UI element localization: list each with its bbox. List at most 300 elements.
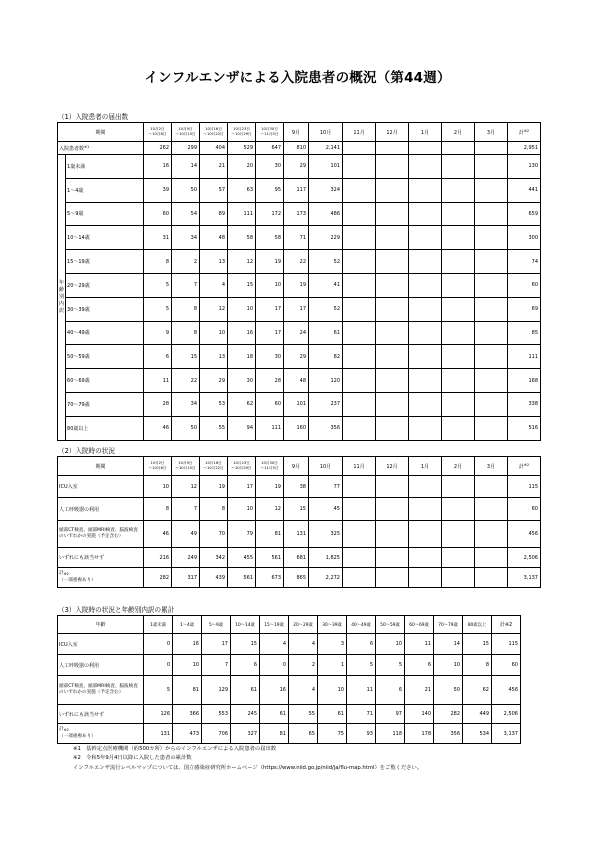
table-cell: 5 (347, 655, 376, 676)
table-cell: 7 (172, 273, 200, 297)
table-cell (475, 273, 508, 297)
table-cell: 45 (309, 498, 343, 521)
table-cell: 13 (200, 250, 228, 274)
column-header: 10月2日 ～10月8日 (144, 457, 172, 476)
column-header: 80歳以上 (463, 616, 492, 634)
row-note: （一部重複あり） (59, 733, 96, 739)
table-cell: 34 (172, 226, 200, 250)
table-row (58, 705, 521, 724)
table-cell (409, 369, 442, 393)
table-cell: 131 (144, 724, 173, 744)
table-cell: 325 (309, 521, 343, 548)
table-row (58, 202, 541, 226)
table-cell (376, 369, 409, 393)
footnote-ref: ※2 (63, 728, 69, 732)
table-cell: 74 (508, 250, 541, 274)
table-cell: 70 (200, 521, 228, 548)
table-cell: 50 (172, 416, 200, 440)
table-cell (343, 498, 376, 521)
table-cell: 120 (309, 369, 343, 393)
table-cell: 20 (228, 155, 256, 179)
period-header: 期間 (58, 457, 144, 476)
column-header: 10月30日 ～11月5日 (256, 457, 284, 476)
table-cell: 245 (231, 705, 260, 724)
table-cell (475, 498, 508, 521)
table-cell: 60 (144, 202, 172, 226)
table-cell (442, 321, 475, 345)
row-label-text: 計 (518, 129, 524, 136)
table-cell (475, 250, 508, 274)
table-cell: 85 (508, 321, 541, 345)
table-cell (442, 548, 475, 568)
table-cell: 53 (200, 392, 228, 416)
row-label: 人工呼吸器の利用 (58, 498, 144, 521)
table-cell: 58 (228, 226, 256, 250)
row-label: 5～9歳 (66, 202, 144, 226)
column-header: 30～39歳 (318, 616, 347, 634)
column-header: 9月 (284, 123, 309, 142)
table-cell: 439 (200, 568, 228, 588)
table-cell: 300 (508, 226, 541, 250)
table-cell: 60 (508, 498, 541, 521)
column-header: 3月 (475, 123, 508, 142)
table-cell: 706 (202, 724, 231, 744)
table-cell (475, 392, 508, 416)
table-cell (376, 392, 409, 416)
table-row (58, 226, 541, 250)
table-cell: 89 (200, 202, 228, 226)
table-cell (376, 476, 409, 498)
table-cell: 30 (256, 155, 284, 179)
table-cell: 29 (200, 369, 228, 393)
column-header: 1月 (409, 123, 442, 142)
table-cell: 19 (200, 476, 228, 498)
table-cell (409, 498, 442, 521)
row-label: 1歳未満 (66, 155, 144, 179)
table-row (58, 155, 541, 179)
column-header: 12月 (376, 123, 409, 142)
column-header: 10月23日 ～10月29日 (228, 123, 256, 142)
table-cell: 8 (172, 297, 200, 321)
table-cell: 61 (260, 705, 289, 724)
table-cell: 2,141 (309, 142, 343, 155)
table-cell: 10 (434, 655, 463, 676)
age-header: 年齢 (58, 616, 144, 634)
table-cell: 342 (200, 548, 228, 568)
table-cell: 2,506 (508, 548, 541, 568)
row-label: いずれにも該当せず (58, 548, 144, 568)
table-cell: 14 (434, 634, 463, 655)
table-cell (409, 568, 442, 588)
column-header: 10月30日 ～11月5日 (256, 123, 284, 142)
table-row (58, 297, 541, 321)
table-cell (376, 345, 409, 369)
column-header: 10月9日 ～10月15日 (172, 457, 200, 476)
table-cell: 647 (256, 142, 284, 155)
table-cell: 62 (463, 676, 492, 705)
table-cell (409, 226, 442, 250)
table-cell: 50 (434, 676, 463, 705)
table-cell: 29 (284, 345, 309, 369)
table-cell: 61 (309, 321, 343, 345)
table-cell: 3,137 (492, 724, 521, 744)
table-cell (475, 568, 508, 588)
table-cell (409, 321, 442, 345)
table-cell: 118 (376, 724, 405, 744)
footnote-ref: ※2 (523, 128, 530, 133)
column-header: 40～49歳 (347, 616, 376, 634)
table-cell: 129 (202, 676, 231, 705)
table-cell (442, 568, 475, 588)
table-cell: 52 (309, 250, 343, 274)
table-cell: 10 (144, 476, 172, 498)
table-cell: 2,951 (508, 142, 541, 155)
table-cell: 65 (289, 724, 318, 744)
row-label: 50～59歳 (66, 345, 144, 369)
row-label-text: 計 (518, 463, 524, 470)
table-cell: 534 (463, 724, 492, 744)
table-cell (475, 369, 508, 393)
row-note: （一部重複あり） (59, 577, 96, 583)
table-cell: 12 (228, 250, 256, 274)
table-cell: 10 (228, 498, 256, 521)
table-cell (409, 273, 442, 297)
table-cell: 13 (200, 345, 228, 369)
table-cell: 82 (309, 345, 343, 369)
footnote: インフルエンザ流行レベルマップについては、国立感染症研究所ホームページ（https://www.niid.go.jp/niid/ja/flu-map.html）をご覧ください。 (73, 765, 423, 771)
column-header: 11月 (343, 123, 376, 142)
column-header: 9月 (284, 457, 309, 476)
table-cell: 1 (318, 655, 347, 676)
table-cell (376, 416, 409, 440)
column-header: 50～59歳 (376, 616, 405, 634)
table-cell: 46 (144, 521, 172, 548)
table-cell: 1,825 (309, 548, 343, 568)
table-row (58, 521, 541, 548)
row-label-text: 計 (59, 727, 64, 732)
column-header: 60～69歳 (405, 616, 434, 634)
table-cell (475, 178, 508, 202)
table-cell: 3,137 (508, 568, 541, 588)
table-cell (475, 521, 508, 548)
table-cell: 553 (202, 705, 231, 724)
footnote-ref: ※2 (63, 572, 69, 576)
table-cell: 4 (289, 634, 318, 655)
table-cell: 229 (309, 226, 343, 250)
table-cell: 299 (172, 142, 200, 155)
table-cell: 160 (284, 416, 309, 440)
table-cell: 24 (284, 321, 309, 345)
column-header: 2月 (442, 123, 475, 142)
table-cell: 22 (284, 250, 309, 274)
total-header: 計※2 (492, 616, 521, 634)
table-cell: 0 (144, 655, 173, 676)
table-cell (409, 202, 442, 226)
sum-row (58, 568, 541, 588)
table-cell (343, 548, 376, 568)
table-cell: 237 (309, 392, 343, 416)
table-cell: 111 (228, 202, 256, 226)
table-cell: 22 (172, 369, 200, 393)
table-cell: 130 (508, 155, 541, 179)
table-cell: 111 (256, 416, 284, 440)
table-cell: 16 (260, 676, 289, 705)
table-cell: 19 (256, 476, 284, 498)
period-header: 期間 (58, 123, 144, 142)
table-cell: 455 (228, 548, 256, 568)
table-cell: 93 (347, 724, 376, 744)
table-cell (475, 416, 508, 440)
row-label-text: 入院患者数 (59, 145, 85, 152)
row-label: 人工呼吸器の利用 (58, 655, 144, 676)
table-cell: 17 (202, 634, 231, 655)
table-cell: 529 (228, 142, 256, 155)
table-row (58, 178, 541, 202)
table-cell (442, 345, 475, 369)
table-cell: 449 (463, 705, 492, 724)
table-cell: 0 (144, 634, 173, 655)
footnote-ref: ※2 (523, 462, 530, 467)
table-cell (343, 568, 376, 588)
table-cell: 17 (228, 476, 256, 498)
column-header: 10月 (309, 457, 343, 476)
table-cell (475, 202, 508, 226)
table-cell: 2,272 (309, 568, 343, 588)
table-cell: 5 (144, 676, 173, 705)
table-cell: 456 (492, 676, 521, 705)
table-cell: 17 (256, 297, 284, 321)
table-cell (376, 202, 409, 226)
table-cell: 673 (256, 568, 284, 588)
table-cell (475, 142, 508, 155)
table-cell: 681 (284, 548, 309, 568)
table-cell: 172 (256, 202, 284, 226)
table-cell: 6 (231, 655, 260, 676)
table-cell: 10 (173, 655, 202, 676)
row-label: 80歳以上 (66, 416, 144, 440)
column-header: 3月 (475, 457, 508, 476)
table-cell (442, 202, 475, 226)
table-cell (376, 548, 409, 568)
table-cell: 41 (309, 273, 343, 297)
table-cell (376, 142, 409, 155)
table-cell: 38 (284, 476, 309, 498)
table-cell (442, 178, 475, 202)
table-cell: 865 (284, 568, 309, 588)
table-cell: 71 (347, 705, 376, 724)
table-cell: 34 (172, 392, 200, 416)
table-cell: 6 (144, 345, 172, 369)
table-row (58, 548, 541, 568)
table-cell: 516 (508, 416, 541, 440)
total-header (508, 457, 541, 476)
table-cell: 30 (256, 345, 284, 369)
table-row (58, 476, 541, 498)
row-label: 10～14歳 (66, 226, 144, 250)
column-header: 1月 (409, 457, 442, 476)
table-cell: 5 (144, 273, 172, 297)
admissions-table (57, 122, 541, 441)
column-header: 20～29歳 (289, 616, 318, 634)
table-cell (343, 226, 376, 250)
table-cell: 75 (318, 724, 347, 744)
table-cell: 15 (172, 345, 200, 369)
table-cell: 52 (309, 297, 343, 321)
table-cell: 140 (405, 705, 434, 724)
table-cell: 95 (256, 178, 284, 202)
table-cell: 69 (508, 297, 541, 321)
table-cell: 81 (256, 521, 284, 548)
section1-title: （1）入院患者の届出数 (58, 113, 129, 121)
table-cell: 101 (309, 155, 343, 179)
table-cell: 12 (200, 297, 228, 321)
table-cell: 61 (318, 705, 347, 724)
table-row (58, 250, 541, 274)
table-cell (376, 297, 409, 321)
table-cell: 28 (256, 369, 284, 393)
table-cell: 10 (318, 676, 347, 705)
table-row (58, 676, 521, 705)
table-cell (343, 521, 376, 548)
table-cell: 8 (172, 321, 200, 345)
table-row (58, 142, 541, 155)
table-cell (409, 178, 442, 202)
table-cell (343, 273, 376, 297)
table-cell: 10 (228, 297, 256, 321)
table-cell: 18 (228, 345, 256, 369)
table-cell: 115 (492, 634, 521, 655)
row-label: 頭部CT検査、頭部MRI検査、脳波検査のいずれかの実施（予定含む） (58, 521, 144, 548)
table-cell: 282 (144, 568, 172, 588)
table-cell (343, 155, 376, 179)
row-label: 15～19歳 (66, 250, 144, 274)
table-cell: 4 (260, 634, 289, 655)
table-cell (475, 548, 508, 568)
column-header: 1歳未満 (144, 616, 173, 634)
row-label: ICU入室 (58, 634, 144, 655)
footnotes (73, 745, 422, 773)
column-header: 10月23日 ～10月29日 (228, 457, 256, 476)
table-cell (376, 321, 409, 345)
table-cell: 11 (347, 676, 376, 705)
table-cell: 6 (376, 676, 405, 705)
column-header: 10～14歳 (231, 616, 260, 634)
age-breakdown-label: 年齢別内訳 (58, 155, 66, 441)
table-cell: 3 (318, 634, 347, 655)
table-cell (442, 297, 475, 321)
table-cell: 115 (508, 476, 541, 498)
table-cell (376, 498, 409, 521)
table-cell: 19 (256, 250, 284, 274)
table-row (58, 392, 541, 416)
table-cell (343, 369, 376, 393)
footnote: ※2 令和5年9月4日以降に入院した患者の累計数 (73, 754, 192, 761)
table-cell: 101 (284, 392, 309, 416)
table-cell: 366 (173, 705, 202, 724)
table-cell (475, 297, 508, 321)
table-cell (376, 273, 409, 297)
table-cell: 46 (144, 416, 172, 440)
row-label (58, 142, 144, 155)
table-cell: 338 (508, 392, 541, 416)
table-cell: 15 (231, 634, 260, 655)
table-cell (409, 521, 442, 548)
table-cell: 168 (508, 369, 541, 393)
table-cell: 9 (144, 321, 172, 345)
table-cell: 173 (284, 202, 309, 226)
row-label (58, 568, 144, 588)
table-cell: 2,506 (492, 705, 521, 724)
table-cell: 97 (376, 705, 405, 724)
table-cell: 441 (508, 178, 541, 202)
row-label: いずれにも該当せず (58, 705, 144, 724)
column-header: 10月16日 ～10月22日 (200, 123, 228, 142)
table-cell: 5 (144, 297, 172, 321)
table-cell: 71 (284, 226, 309, 250)
column-header: 10月16日 ～10月22日 (200, 457, 228, 476)
table-cell: 49 (172, 521, 200, 548)
table-cell (409, 250, 442, 274)
table-cell: 8 (200, 498, 228, 521)
table-cell (409, 155, 442, 179)
row-label: ICU入室 (58, 476, 144, 498)
table-cell (343, 392, 376, 416)
table-cell: 16 (144, 155, 172, 179)
table-cell: 8 (463, 655, 492, 676)
table-cell: 4 (289, 676, 318, 705)
table-cell: 4 (200, 273, 228, 297)
row-label: 60～69歳 (66, 369, 144, 393)
table-cell: 6 (405, 655, 434, 676)
table-cell (475, 226, 508, 250)
table-cell: 2 (172, 250, 200, 274)
table-cell (475, 321, 508, 345)
table-cell: 216 (144, 548, 172, 568)
section3-title: （3）入院時の状況と年齢別内訳の累計 (58, 606, 175, 614)
column-header: 5～9歳 (202, 616, 231, 634)
table-cell: 249 (172, 548, 200, 568)
table-cell (376, 521, 409, 548)
table-cell: 2 (289, 655, 318, 676)
table-row (58, 321, 541, 345)
table-cell: 29 (284, 155, 309, 179)
table-cell: 659 (508, 202, 541, 226)
table-cell: 12 (172, 476, 200, 498)
table-cell: 10 (200, 321, 228, 345)
table-cell: 10 (256, 273, 284, 297)
column-header: 10月2日 ～10月8日 (144, 123, 172, 142)
page-title: インフルエンザによる入院患者の概況（第44週） (144, 70, 451, 86)
table-cell (475, 155, 508, 179)
table-cell: 356 (309, 416, 343, 440)
table-cell: 178 (405, 724, 434, 744)
table-cell (409, 416, 442, 440)
table-cell: 10 (376, 634, 405, 655)
column-header: 11月 (343, 457, 376, 476)
cumulative-table (57, 615, 521, 744)
table-cell (376, 568, 409, 588)
table-cell (409, 345, 442, 369)
table-cell: 356 (434, 724, 463, 744)
table-cell: 17 (284, 297, 309, 321)
table-cell: 60 (508, 273, 541, 297)
table-cell: 327 (231, 724, 260, 744)
table-cell: 81 (173, 676, 202, 705)
table-cell: 7 (202, 655, 231, 676)
table-cell: 11 (144, 369, 172, 393)
table-cell: 810 (284, 142, 309, 155)
column-header: 15～19歳 (260, 616, 289, 634)
